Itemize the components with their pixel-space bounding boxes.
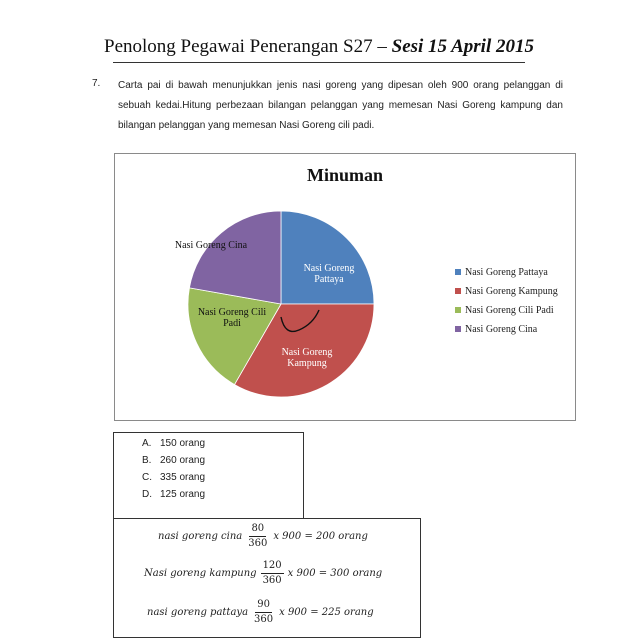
slice-label-nasi-goreng-cili-padi: Nasi Goreng Cili Padi <box>197 307 267 329</box>
pie-slice-nasi-goreng-cina <box>189 211 281 304</box>
question-number: 7. <box>92 78 101 89</box>
working-line-cina: nasi goreng cina $\frac{80}{360}$ x 900 = 200 orang <box>158 523 368 549</box>
pie-slice-nasi-goreng-pattaya <box>281 211 374 304</box>
working-line-pattaya: nasi goreng pattaya $\frac{90}{360}$ x 900 = 225 orang <box>147 599 374 625</box>
fraction: $\frac{120}{360}$ <box>262 560 282 586</box>
legend-swatch-nasi-goreng-kampung <box>455 288 461 294</box>
header-session: Sesi 15 April 2015 <box>391 36 534 57</box>
choice-a[interactable]: A. 150 orang <box>142 438 206 449</box>
legend-label-nasi-goreng-pattaya: Nasi Goreng Pattaya <box>465 267 548 278</box>
question-text: Carta pai di bawah menunjukkan jenis nasi goreng yang dipesan oleh 900 orang pelanggan di sebuah kedai.Hitung perbezaan bilangan pelanggan yang memesan Nasi Goreng kampung dan bilangan pelanggan yang memesan Nasi Goreng cili padi. <box>118 80 563 131</box>
legend-swatch-nasi-goreng-pattaya <box>455 269 461 275</box>
legend-swatch-nasi-goreng-cili-padi <box>455 307 461 313</box>
header-rule <box>113 62 525 63</box>
slice-label-nasi-goreng-cina: Nasi Goreng Cina <box>174 240 248 251</box>
legend-label-nasi-goreng-cina: Nasi Goreng Cina <box>465 324 538 335</box>
legend-label-nasi-goreng-kampung: Nasi Goreng Kampung <box>465 286 558 297</box>
choice-d[interactable]: D. 125 orang <box>142 489 206 500</box>
choice-c[interactable]: C. 335 orang <box>142 472 206 483</box>
fraction: $\frac{90}{360}$ <box>254 599 274 625</box>
pie-chart-canvas <box>115 154 575 420</box>
legend-label-nasi-goreng-cili-padi: Nasi Goreng Cili Padi <box>465 305 554 316</box>
legend-swatch-nasi-goreng-cina <box>455 326 461 332</box>
working-box <box>113 518 421 638</box>
chart-title: Minuman <box>306 165 384 185</box>
slice-label-nasi-goreng-kampung: Nasi Goreng Kampung <box>281 347 333 369</box>
answer-choices <box>113 432 304 519</box>
page-header <box>0 36 638 58</box>
working-line-kampung: Nasi goreng kampung $\frac{120}{360}$ x 900 = 300 orang <box>144 560 383 586</box>
fraction: $\frac{80}{360}$ <box>248 523 268 549</box>
slice-label-nasi-goreng-pattaya: Nasi Goreng Pattaya <box>303 263 355 285</box>
choice-b[interactable]: B. 260 orang <box>142 455 206 466</box>
header-title: Penolong Pegawai Penerangan S27 – <box>104 36 392 57</box>
pie-chart <box>114 153 576 421</box>
